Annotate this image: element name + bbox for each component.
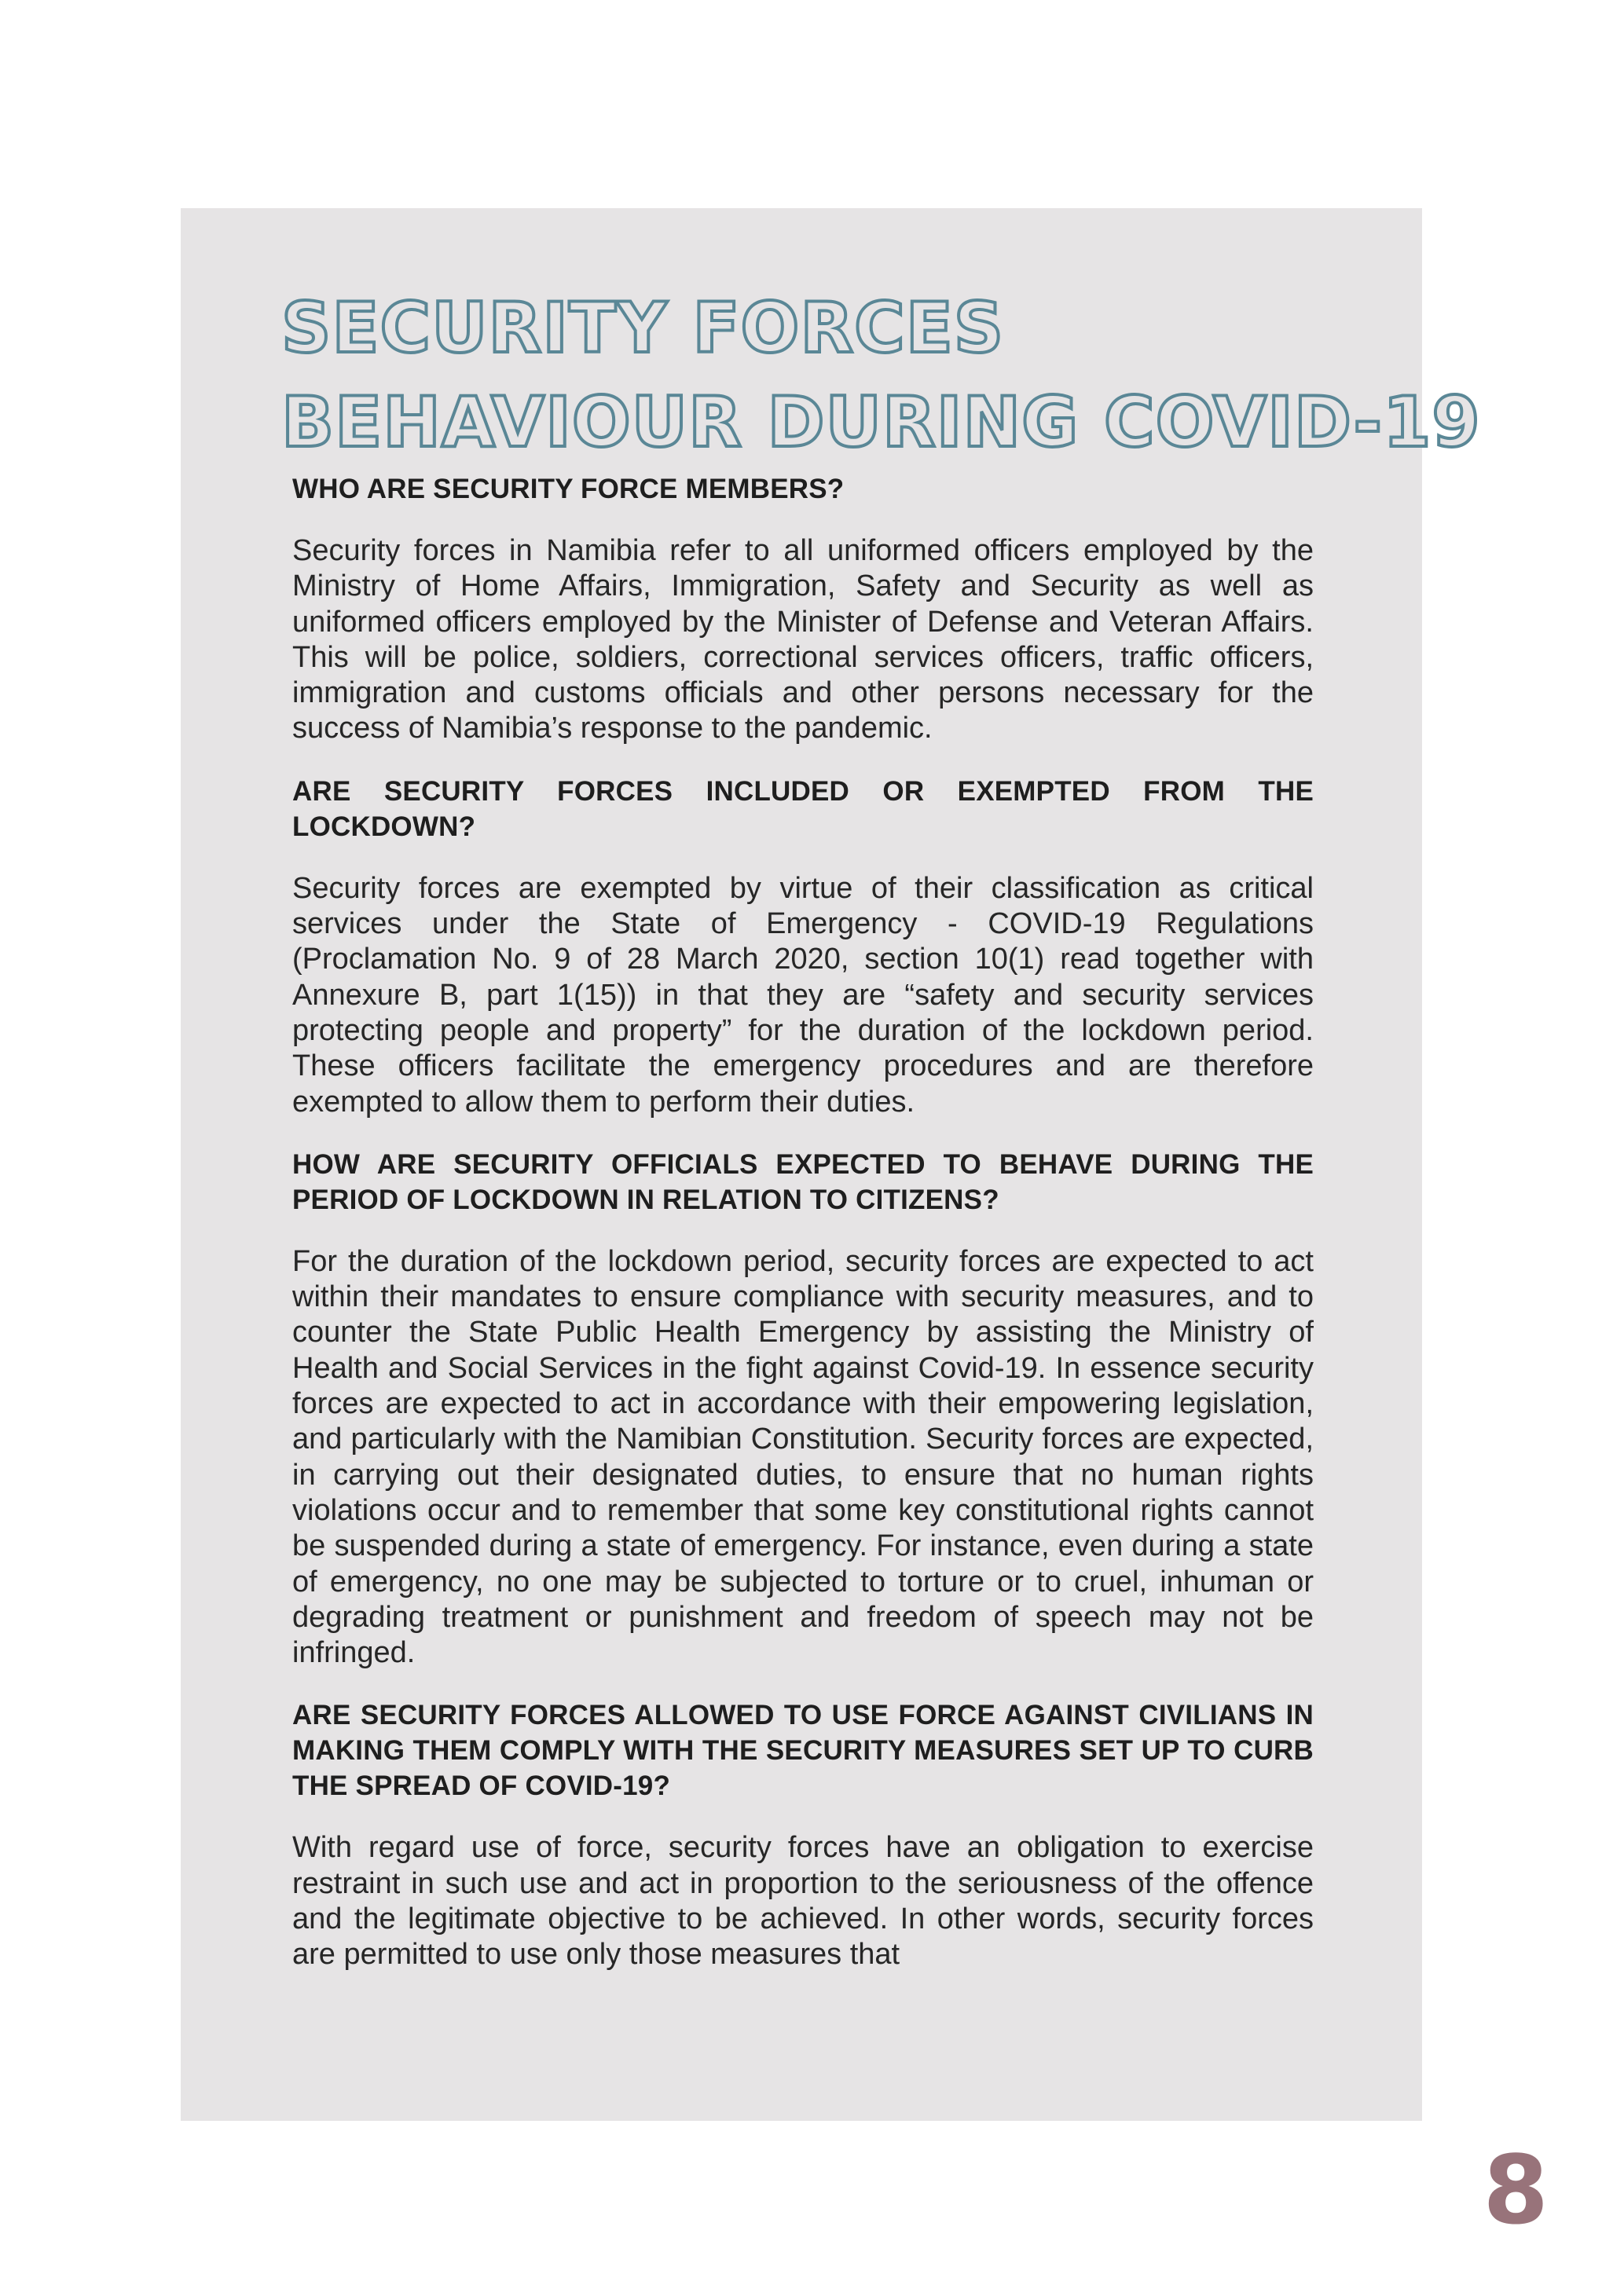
- faq-content: [292, 471, 1314, 2000]
- page-title: [281, 281, 1481, 470]
- page-number: 8: [1483, 2137, 1549, 2246]
- section-paragraph: For the duration of the lockdown period, security forces are expected to act within their mandates to ensure compliance with security measures, and to counter the State Public Health Emergency by assisting the Ministry of Health and Social Services in the fight against Covid-19. In essence security forces are expected to act in accordance with their empowering legislation, and particularly with the Namibian Constitution. Security forces are expected, in carrying out their designated duties, to ensure that no human rights violations occur and to remember that some key constitutional rights cannot be suspended during a state of emergency. For instance, even during a state of emergency, no one may be subjected to torture or to cruel, inhuman or degrading treatment or punishment and freedom of speech may not be infringed.: [292, 1244, 1314, 1670]
- title-line-1: SECURITY FORCES: [281, 287, 1005, 368]
- section-heading: WHO ARE SECURITY FORCE MEMBERS?: [292, 474, 845, 504]
- section-heading: ARE SECURITY FORCES INCLUDED OR EXEMPTED FROM THE LOCKDOWN?: [292, 775, 1314, 842]
- faq-section-expected-behaviour: [292, 1147, 1314, 1672]
- faq-section-security-force-members: [292, 471, 1314, 747]
- section-paragraph: Security forces in Namibia refer to all uniformed officers employed by the Ministry of Home Affairs, Immigration, Safety and Security as well as uniformed officers employed by the Minister of Defense and Veteran Affairs. This will be police, soldiers, correctional services officers, traffic officers, immigration and customs officials and other persons necessary for the success of Namibia’s response to the pandemic.: [292, 534, 1314, 745]
- section-heading: ARE SECURITY FORCES ALLOWED TO USE FORCE AGAINST CIVILIANS IN MAKING THEM COMPLY WITH THE SECURITY MEASURES SET UP TO CURB THE SPREAD OF COVID-19?: [292, 1700, 1314, 1802]
- title-line-2: BEHAVIOUR DURING COVID-19: [281, 382, 1481, 463]
- faq-section-use-of-force: [292, 1697, 1314, 1972]
- section-paragraph: Security forces are exempted by virtue of their classification as critical services under the State of Emergency - COVID-19 Regulations (Proclamation No. 9 of 28 March 2020, section 10(1) read together with Annexure B, part 1(15)) in that they are “safety and security services protecting people and property” for the duration of the lockdown period. These officers facilitate the emergency procedures and are therefore exempted to allow them to perform their duties.: [292, 871, 1314, 1119]
- faq-section-lockdown-exemption: [292, 774, 1314, 1120]
- section-paragraph: With regard use of force, security forces have an obligation to exercise restraint in such use and act in proportion to the seriousness of the offence and the legitimate objective to be achieved. In other words, security forces are permitted to use only those measures that: [292, 1831, 1314, 1972]
- section-heading: HOW ARE SECURITY OFFICIALS EXPECTED TO BEHAVE DURING THE PERIOD OF LOCKDOWN IN RELATION TO CITIZENS?: [292, 1148, 1314, 1215]
